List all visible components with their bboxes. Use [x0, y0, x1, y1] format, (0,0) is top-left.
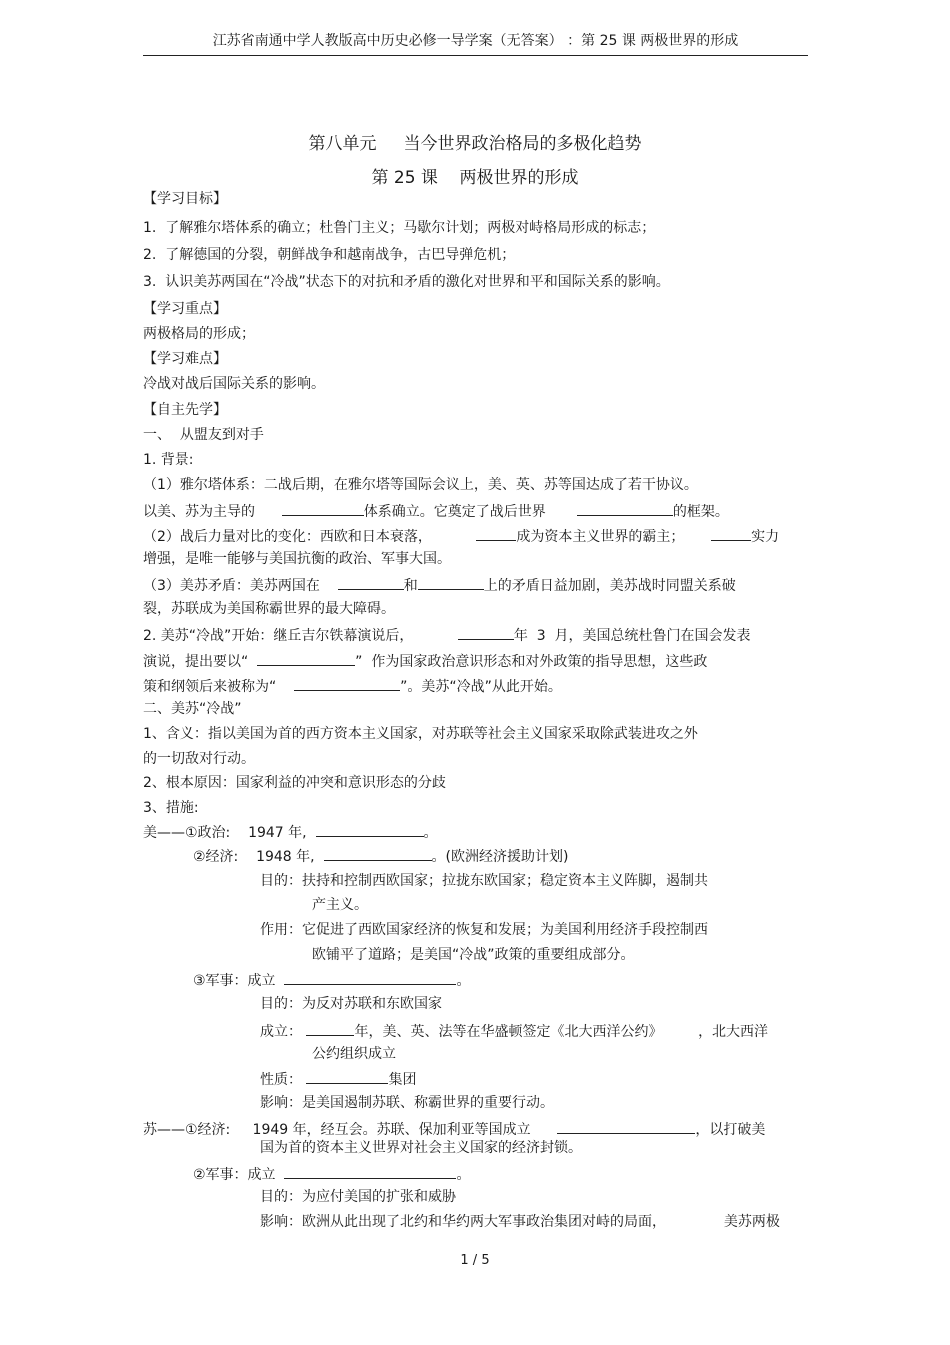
- fill-blank[interactable]: [284, 1164, 456, 1179]
- fill-blank[interactable]: [338, 575, 404, 590]
- text-span: 体系确立。它奠定了战后世界: [363, 504, 546, 520]
- text-span: ”。美苏“冷战”从此开始。: [400, 679, 562, 695]
- us-economy-effect-1: 作用：它促进了西欧国家经济的恢复和发展；为美国利用经济手段控制西: [260, 922, 708, 938]
- us-military-established-2: 公约组织成立: [312, 1046, 396, 1062]
- fill-blank[interactable]: [476, 526, 516, 541]
- coldwar-line-1: [143, 625, 751, 645]
- difficulty-text: 冷战对战后国际关系的影响。: [143, 376, 325, 392]
- us-economy-effect-2: 欧铺平了道路；是美国“冷战”政策的重要组成部分。: [312, 947, 635, 963]
- fill-blank[interactable]: [577, 501, 673, 516]
- cause-line: 2、根本原因：国家利益的冲突和意识形态的分歧: [143, 775, 446, 791]
- text-span: 的框架。: [672, 504, 729, 520]
- us-military-line: [193, 970, 470, 990]
- difficulty-heading: 【学习难点】: [143, 351, 227, 367]
- text-span: 和: [403, 578, 418, 594]
- focus-text: 两极格局的形成；: [143, 326, 255, 342]
- text-span: 2. 美苏“冷战”开始：继丘吉尔铁幕演说后，: [143, 628, 414, 644]
- su-military-goal: 目的：为应付美国的扩张和威胁: [260, 1189, 456, 1205]
- us-economy-line: [193, 846, 568, 866]
- us-economy-goal-1: 目的：扶持和控制西欧国家；拉拢东欧国家；稳定资本主义阵脚，遏制共: [260, 873, 708, 889]
- yalta-line-2: [143, 501, 729, 521]
- power-line-1: [143, 526, 779, 546]
- definition-line-1: 1、含义：指以美国为首的西方资本主义国家，对苏联等社会主义国家采取除武装进攻之外: [143, 726, 698, 742]
- section-heading-1: 一、 从盟友到对手: [143, 427, 264, 443]
- text-span: 成立：: [260, 1024, 302, 1040]
- us-economy-goal-2: 产主义。: [312, 897, 368, 913]
- text-span: 苏——①经济:: [143, 1122, 231, 1138]
- yalta-line-1: （1）雅尔塔体系：二战后期，在雅尔塔等国际会议上，美、英、苏等国达成了若干协议。: [143, 477, 698, 493]
- goal-item-1: 1. 了解雅尔塔体系的确立；杜鲁门主义；马歇尔计划；两极对峙格局形成的标志；: [143, 220, 656, 236]
- text-span: 影响：欧洲从此出现了北约和华约两大军事政治集团对峙的局面，: [260, 1214, 666, 1230]
- text-span: 美苏两极: [723, 1214, 780, 1230]
- text-span: 演说，提出要以“: [143, 654, 249, 670]
- text-span: 。: [456, 1167, 471, 1183]
- goal-item-2: 2. 了解德国的分裂，朝鲜战争和越南战争，古巴导弹危机；: [143, 247, 516, 263]
- text-span: ②军事：成立: [193, 1167, 276, 1183]
- text-span: 。: [456, 973, 471, 989]
- text-span: ” 作为国家政治意识形态和对外政策的指导思想，这些政: [355, 654, 708, 670]
- fill-blank[interactable]: [711, 526, 751, 541]
- section-heading-2: 二、美苏“冷战”: [143, 701, 242, 717]
- su-military-impact: [260, 1213, 780, 1231]
- goals-heading: 【学习目标】: [143, 191, 227, 207]
- us-military-goal: 目的：为反对苏联和东欧国家: [260, 996, 442, 1012]
- text-span: ②经济: 1948 年,: [193, 849, 315, 865]
- us-military-nature: [260, 1069, 416, 1089]
- header-source: 江苏省南通中学人教版高中历史必修一导学案（无答案）: [212, 33, 563, 49]
- page-number: 1 / 5: [460, 1253, 490, 1268]
- running-header: [143, 30, 808, 50]
- coldwar-line-2: [143, 651, 707, 671]
- text-span: ，北大西洋: [698, 1024, 769, 1040]
- text-span: 集团: [388, 1072, 417, 1088]
- fill-blank[interactable]: [257, 651, 355, 666]
- coldwar-line-3: [143, 676, 562, 696]
- lesson-title: 第 25 课 两极世界的形成: [371, 168, 579, 188]
- header-lesson: ：第 25 课 两极世界的形成: [567, 33, 739, 49]
- text-span: 。(欧洲经济援助计划): [431, 849, 569, 865]
- conflict-line-1: [143, 575, 736, 595]
- text-span: 1949 年，经互会。苏联、保加利亚等国成立: [252, 1122, 531, 1138]
- us-military-impact: 影响：是美国遏制苏联、称霸世界的重要行动。: [260, 1095, 554, 1111]
- us-military-established-1: [260, 1021, 768, 1041]
- text-span: 成为资本主义世界的霸主；: [516, 529, 685, 545]
- text-span: 。: [423, 825, 438, 841]
- fill-blank[interactable]: [418, 575, 484, 590]
- text-span: 上的矛盾日益加剧，美苏战时同盟关系破: [483, 578, 736, 594]
- fill-blank[interactable]: [284, 970, 456, 985]
- fill-blank[interactable]: [294, 676, 400, 691]
- fill-blank[interactable]: [282, 501, 364, 516]
- su-economy-line-1: [143, 1119, 765, 1139]
- header-rule: [143, 55, 808, 56]
- fill-blank[interactable]: [306, 1069, 388, 1084]
- text-span: ，以打破美: [695, 1122, 766, 1138]
- su-military-line: [193, 1164, 470, 1184]
- focus-heading: 【学习重点】: [143, 301, 227, 317]
- definition-line-2: 的一切敌对行动。: [143, 751, 255, 767]
- unit-title: 第八单元 当今世界政治格局的多极化趋势: [308, 134, 642, 154]
- su-economy-line-2: 国为首的资本主义世界对社会主义国家的经济封锁。: [260, 1140, 582, 1156]
- fill-blank[interactable]: [458, 625, 514, 640]
- measures-label: 3、措施:: [143, 800, 199, 816]
- fill-blank[interactable]: [316, 822, 424, 837]
- fill-blank[interactable]: [324, 846, 432, 861]
- text-span: 实力: [751, 529, 780, 545]
- us-politics-line: [143, 822, 438, 842]
- fill-blank[interactable]: [557, 1119, 695, 1134]
- text-span: 以美、苏为主导的: [143, 504, 255, 520]
- background-label: 1. 背景:: [143, 452, 194, 468]
- text-span: 年 3 月，美国总统杜鲁门在国会发表: [513, 628, 751, 644]
- text-span: 美——①政治: 1947 年,: [143, 825, 307, 841]
- power-line-2: 增强，是唯一能够与美国抗衡的政治、军事大国。: [143, 551, 451, 567]
- text-span: 策和纲领后来被称为“: [143, 679, 277, 695]
- text-span: 年，美、英、法等在华盛顿签定《北大西洋公约》: [354, 1024, 663, 1040]
- fill-blank[interactable]: [306, 1021, 354, 1036]
- text-span: （2）战后力量对比的变化：西欧和日本衰落，: [143, 529, 432, 545]
- goal-item-3: 3. 认识美苏两国在“冷战”状态下的对抗和矛盾的激化对世界和平和国际关系的影响。: [143, 274, 670, 290]
- preview-heading: 【自主先学】: [143, 402, 227, 418]
- text-span: 性质：: [260, 1072, 302, 1088]
- text-span: （3）美苏矛盾：美苏两国在: [143, 578, 320, 594]
- text-span: ③军事：成立: [193, 973, 276, 989]
- conflict-line-2: 裂，苏联成为美国称霸世界的最大障碍。: [143, 601, 395, 617]
